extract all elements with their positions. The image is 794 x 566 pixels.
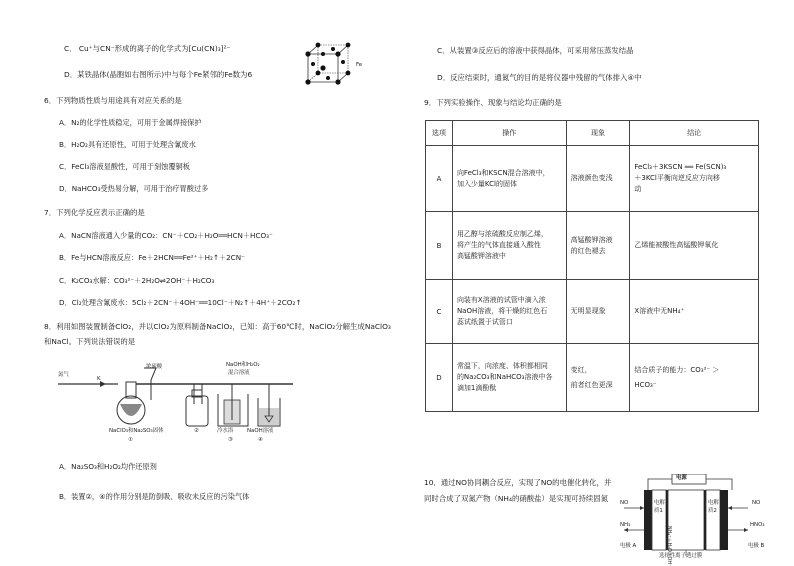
electrolysis-cell-diagram <box>618 474 768 561</box>
q8-option-b: B．装置②，④的作用分别是防倒吸、吸收未反应的污染气体 <box>59 492 250 501</box>
row-d-phenomenon: 变红， 前者红色更深 <box>566 344 630 412</box>
no-input-right-label: NO <box>752 500 761 506</box>
q6-stem: 6．下列物质性质与用途具有对应关系的是 <box>44 96 182 105</box>
q5-option-c: C． Cu⁺与CN⁻形成的离子的化学式为[Cu(CN)₃]²⁻ <box>64 44 231 53</box>
q6-option-c: C．FeCl₃溶液显酸性，可用于刻蚀覆铜板 <box>59 162 190 171</box>
q6-option-a: A．N₂的化学性质稳定，可用于金属焊接保护 <box>59 118 202 127</box>
label-device-4: ④ <box>258 437 263 443</box>
electrolyte-2-label: 电解 <box>708 500 719 506</box>
electrolyte-1-label: 电解 <box>654 500 665 506</box>
q9-table <box>425 120 759 412</box>
table-header-row <box>426 121 759 146</box>
q5-option-d: D．某铁晶体(晶胞如右图所示)中与每个Fe紧邻的Fe数为6 <box>64 70 253 79</box>
iron-crystal-cell-figure <box>302 42 363 86</box>
row-a-phenomenon: 溶液颜色变浅 <box>566 146 630 212</box>
crystal-fe-label: Fe <box>356 62 363 68</box>
q8-option-c: C．从装置③反应后的溶液中获得晶体，可采用常压蒸发结晶 <box>437 46 634 55</box>
q6-option-b: B．H₂O₂具有还原性，可用于处理含氰废水 <box>59 140 196 149</box>
row-b-phenomenon: 高锰酸钾溶液 的红色褪去 <box>566 212 630 280</box>
q8-option-a: A．Na₂SO₃和H₂O₂均作还原剂 <box>59 462 157 471</box>
table-row <box>426 146 759 212</box>
row-d-option: D <box>426 344 453 412</box>
electrode-b-label: 电极 B <box>748 543 765 549</box>
label-device-2: ② <box>194 428 199 434</box>
header-option: 选项 <box>426 121 453 146</box>
q7-option-c: C．K₂CO₃水解：CO₃²⁻＋2H₂O⇌2OH⁻＋H₂CO₃ <box>59 276 215 285</box>
q7-stem: 7．下列化学反应表示正确的是 <box>44 208 145 217</box>
q8-stem-line1: 8．利用如图装置制备ClO₂，并以ClO₂为原料制备NaClO₂，已知：高于60℃时，NaClO₂分解生成NaClO₃ <box>44 322 391 331</box>
q10-line1: 10．通过NO协同耦合反应，实现了NO的电催化转化，并 <box>424 478 612 487</box>
table-row <box>426 344 759 412</box>
row-b-option: B <box>426 212 453 280</box>
label-naoh-solution: NaOH溶液 <box>247 428 274 434</box>
middle-chamber-label: NH₄⁺＋H₂O＋OH⁻ <box>666 526 671 566</box>
label-solid-reactants: NaClO₃和Na₂SO₃固体 <box>109 428 164 434</box>
label-naoh-h2o2: NaOH和H₂O₂ <box>226 362 260 368</box>
row-b-operation: 用乙醇与浓硫酸反应制乙烯， 将产生的气体直接通入酸性 高锰酸钾溶液中 <box>452 212 566 280</box>
row-a-option: A <box>426 146 453 212</box>
label-conc-sulfuric-acid: 浓硫酸 <box>146 364 163 370</box>
header-phenomenon: 现象 <box>566 121 630 146</box>
electrolyte-2b-label: 质2 <box>708 508 717 514</box>
q7-option-a: A．NaCN溶液通入少量的CO₂：CN⁻＋CO₂＋H₂O══HCN＋HCO₃⁻ <box>59 231 273 240</box>
ion-selective-membrane-label: 选择性离子透过膜 <box>659 553 703 559</box>
row-c-operation: 向装有X溶液的试管中滴入浓 NaOH溶液，将干燥的红色石 蕊试纸置于试管口 <box>452 280 566 344</box>
q8-option-d: D．反应结束时，通氮气的目的是将仪器中残留的气体排入④中 <box>437 73 642 82</box>
q8-stem-line2: 和NaCl。下列说法错误的是 <box>44 337 136 346</box>
table-row <box>426 280 759 344</box>
q7-option-b: B．Fe与HCN溶液反应：Fe＋2HCN══Fe²⁺＋H₂↑＋2CN⁻ <box>59 253 245 262</box>
table-row <box>426 212 759 280</box>
row-c-conclusion: X溶液中无NH₄⁺ <box>630 280 759 344</box>
row-c-phenomenon: 无明显现象 <box>566 280 630 344</box>
q9-stem: 9．下列实验操作、现象与结论均正确的是 <box>424 98 562 107</box>
label-device-3: ③ <box>228 437 233 443</box>
row-b-conclusion: 乙烯能被酸性高锰酸钾氧化 <box>630 212 759 280</box>
header-conclusion: 结论 <box>630 121 759 146</box>
electrolyte-1b-label: 质1 <box>654 508 663 514</box>
row-a-conclusion: FeCl₃＋3KSCN ══ Fe(SCN)₃ ＋3KCl平衡向逆反应方向移 动 <box>630 146 759 212</box>
header-operation: 操作 <box>452 121 566 146</box>
label-mixed-solution: 混合溶液 <box>228 370 250 376</box>
no-input-label: NO <box>620 500 629 506</box>
power-source-label: 电源 <box>676 475 687 481</box>
label-valve-k: K <box>97 376 101 382</box>
hno3-label: HNO₃ <box>750 522 765 528</box>
row-c-option: C <box>426 280 453 344</box>
label-device-1: ① <box>128 437 133 443</box>
label-nitrogen: 氮气 <box>58 372 69 378</box>
row-a-operation: 向FeCl₃和KSCN混合溶液中， 加入少量KCl的固体 <box>452 146 566 212</box>
q7-option-d: D．Cl₂处理含氰废水：5Cl₂＋2CN⁻＋4OH⁻══10Cl⁻＋N₂↑＋4H⁺＋2CO₂↑ <box>59 298 302 307</box>
row-d-operation: 常温下，向浓度、体积都相同 的Na₂CO₃和NaHCO₃溶液中各 滴加1滴酚酞 <box>452 344 566 412</box>
q10-line2: 同时合成了双氮产物（NH₄的硝酸盐）是实现可持续固氮 <box>424 494 609 503</box>
row-d-conclusion: 结合质子的能力：CO₃²⁻ ＞ HCO₃⁻ <box>630 344 759 412</box>
q6-option-d: D．NaHCO₃受热易分解，可用于治疗胃酸过多 <box>59 184 209 193</box>
electrode-a-label: 电极 A <box>620 543 637 549</box>
label-cold-water-bath: 冷水浴 <box>217 428 234 434</box>
nh3-label: NH₃ <box>620 522 631 528</box>
